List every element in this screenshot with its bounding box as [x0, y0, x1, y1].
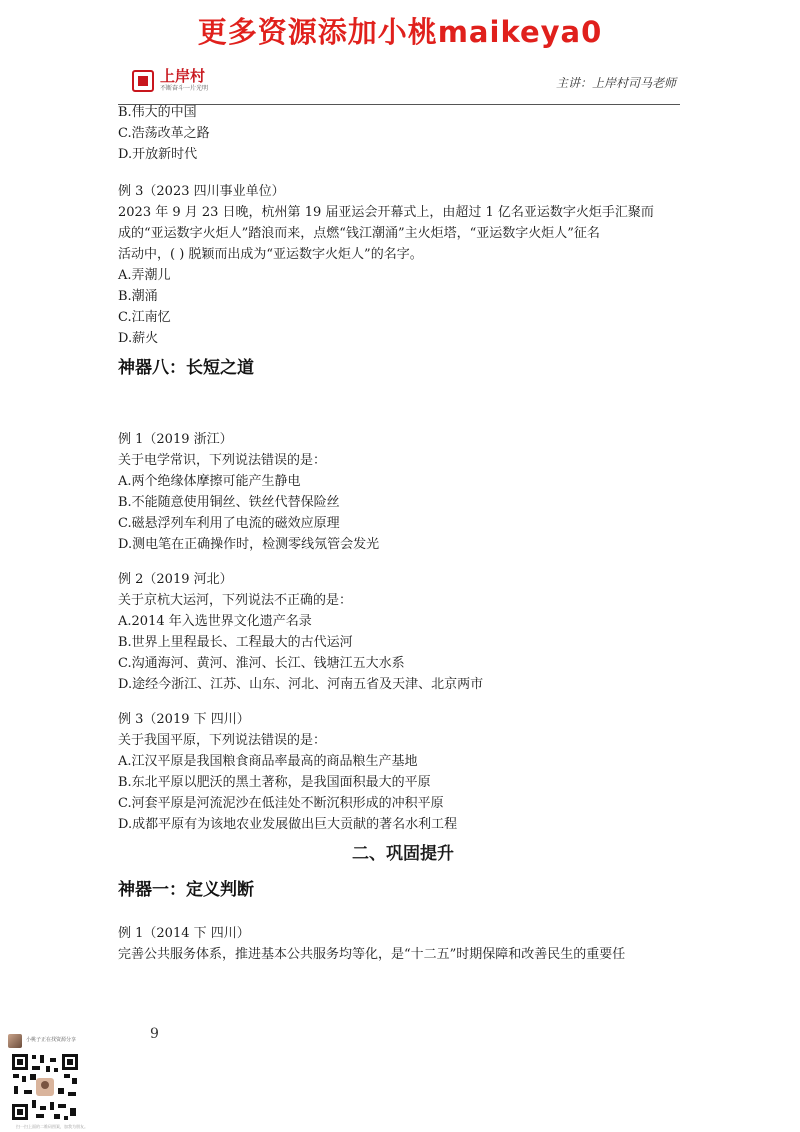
- question-2019-sichuan: [118, 709, 688, 835]
- option: C.河套平原是河流泥沙在低洼处不断沉积形成的冲积平原: [118, 796, 444, 811]
- question-label: 例 1（2014 下 四川）: [118, 926, 250, 941]
- page-header: [118, 62, 680, 105]
- option: D.成都平原有为该地农业发展做出巨大贡献的著名水利工程: [118, 817, 458, 832]
- question-stem: 成的“亚运数字火炬人”踏浪而来，点燃“钱江潮涌”主火炬塔，“亚运数字火炬人”征名: [118, 226, 600, 241]
- question-2014-sichuan: [118, 923, 688, 965]
- option: D.途经今浙江、江苏、山东、河北、河南五省及天津、北京两市: [118, 677, 484, 692]
- avatar: [8, 1034, 22, 1048]
- qr-caption: 小桃子正在找资源分享: [26, 1037, 77, 1043]
- option: B.世界上里程最长、工程最大的古代运河: [118, 635, 353, 650]
- option: A.两个绝缘体摩擦可能产生静电: [118, 474, 301, 489]
- logo-seal-icon: [132, 70, 154, 92]
- option: B.伟大的中国: [118, 105, 197, 120]
- lecturer-credit: 主讲：上岸村司马老师: [555, 76, 676, 90]
- option: B.不能随意使用铜丝、铁丝代替保险丝: [118, 495, 340, 510]
- question-2019-zhejiang: [118, 429, 688, 555]
- option: A.2014 年入选世界文化遗产名录: [118, 614, 312, 629]
- section-heading: 神器一：定义判断: [118, 880, 254, 900]
- option: D.开放新时代: [118, 147, 198, 162]
- question-label: 例 3（2023 四川事业单位）: [118, 184, 285, 199]
- question-stem: 关于京杭大运河，下列说法不正确的是：: [118, 593, 353, 608]
- option: D.测电笔在正确操作时，检测零线氖管会发光: [118, 537, 380, 552]
- question-block-top: [118, 102, 688, 165]
- document-body: [118, 102, 688, 965]
- qr-card: [8, 1034, 104, 1129]
- section-heading: 神器八：长短之道: [118, 358, 254, 378]
- logo-slogan: 不断奋斗一片光明: [160, 85, 209, 92]
- brand-logo: [132, 68, 208, 93]
- qr-code-icon: [10, 1052, 80, 1122]
- page-number: 9: [150, 1026, 159, 1042]
- option: C.江南忆: [118, 310, 171, 325]
- question-2023-sichuan: [118, 181, 688, 349]
- option: A.江汉平原是我国粮食商品率最高的商品粮生产基地: [118, 754, 418, 769]
- option: C.磁悬浮列车利用了电流的磁效应原理: [118, 516, 340, 531]
- option: C.沟通海河、黄河、淮河、长江、钱塘江五大水系: [118, 656, 405, 671]
- question-2019-hebei: [118, 569, 688, 695]
- qr-note: 扫一扫上面的二维码图案，加我为朋友。: [16, 1124, 88, 1129]
- section-title: 二、巩固提升: [352, 844, 454, 864]
- question-label: 例 1（2019 浙江）: [118, 432, 233, 447]
- question-stem: 完善公共服务体系，推进基本公共服务均等化，是“十二五”时期保障和改善民生的重要任: [118, 947, 626, 962]
- question-stem: 2023 年 9 月 23 日晚，杭州第 19 届亚运会开幕式上，由超过 1 亿名亚运数字火炬手汇聚而: [118, 205, 654, 220]
- option: C.浩荡改革之路: [118, 126, 210, 141]
- option: B.东北平原以肥沃的黑土著称，是我国面积最大的平原: [118, 775, 431, 790]
- option: D.薪火: [118, 331, 159, 346]
- question-stem: 关于电学常识，下列说法错误的是：: [118, 453, 327, 468]
- question-stem: 关于我国平原，下列说法错误的是：: [118, 733, 327, 748]
- option: A.弄潮儿: [118, 268, 171, 283]
- logo-name: 上岸村: [160, 67, 206, 85]
- question-label: 例 2（2019 河北）: [118, 572, 233, 587]
- option: B.潮涌: [118, 289, 158, 304]
- question-stem: 活动中，( ) 脱颖而出成为“亚运数字火炬人”的名字。: [118, 247, 423, 262]
- question-label: 例 3（2019 下 四川）: [118, 712, 250, 727]
- promo-banner: 更多资源添加小桃maikeya0: [197, 15, 603, 49]
